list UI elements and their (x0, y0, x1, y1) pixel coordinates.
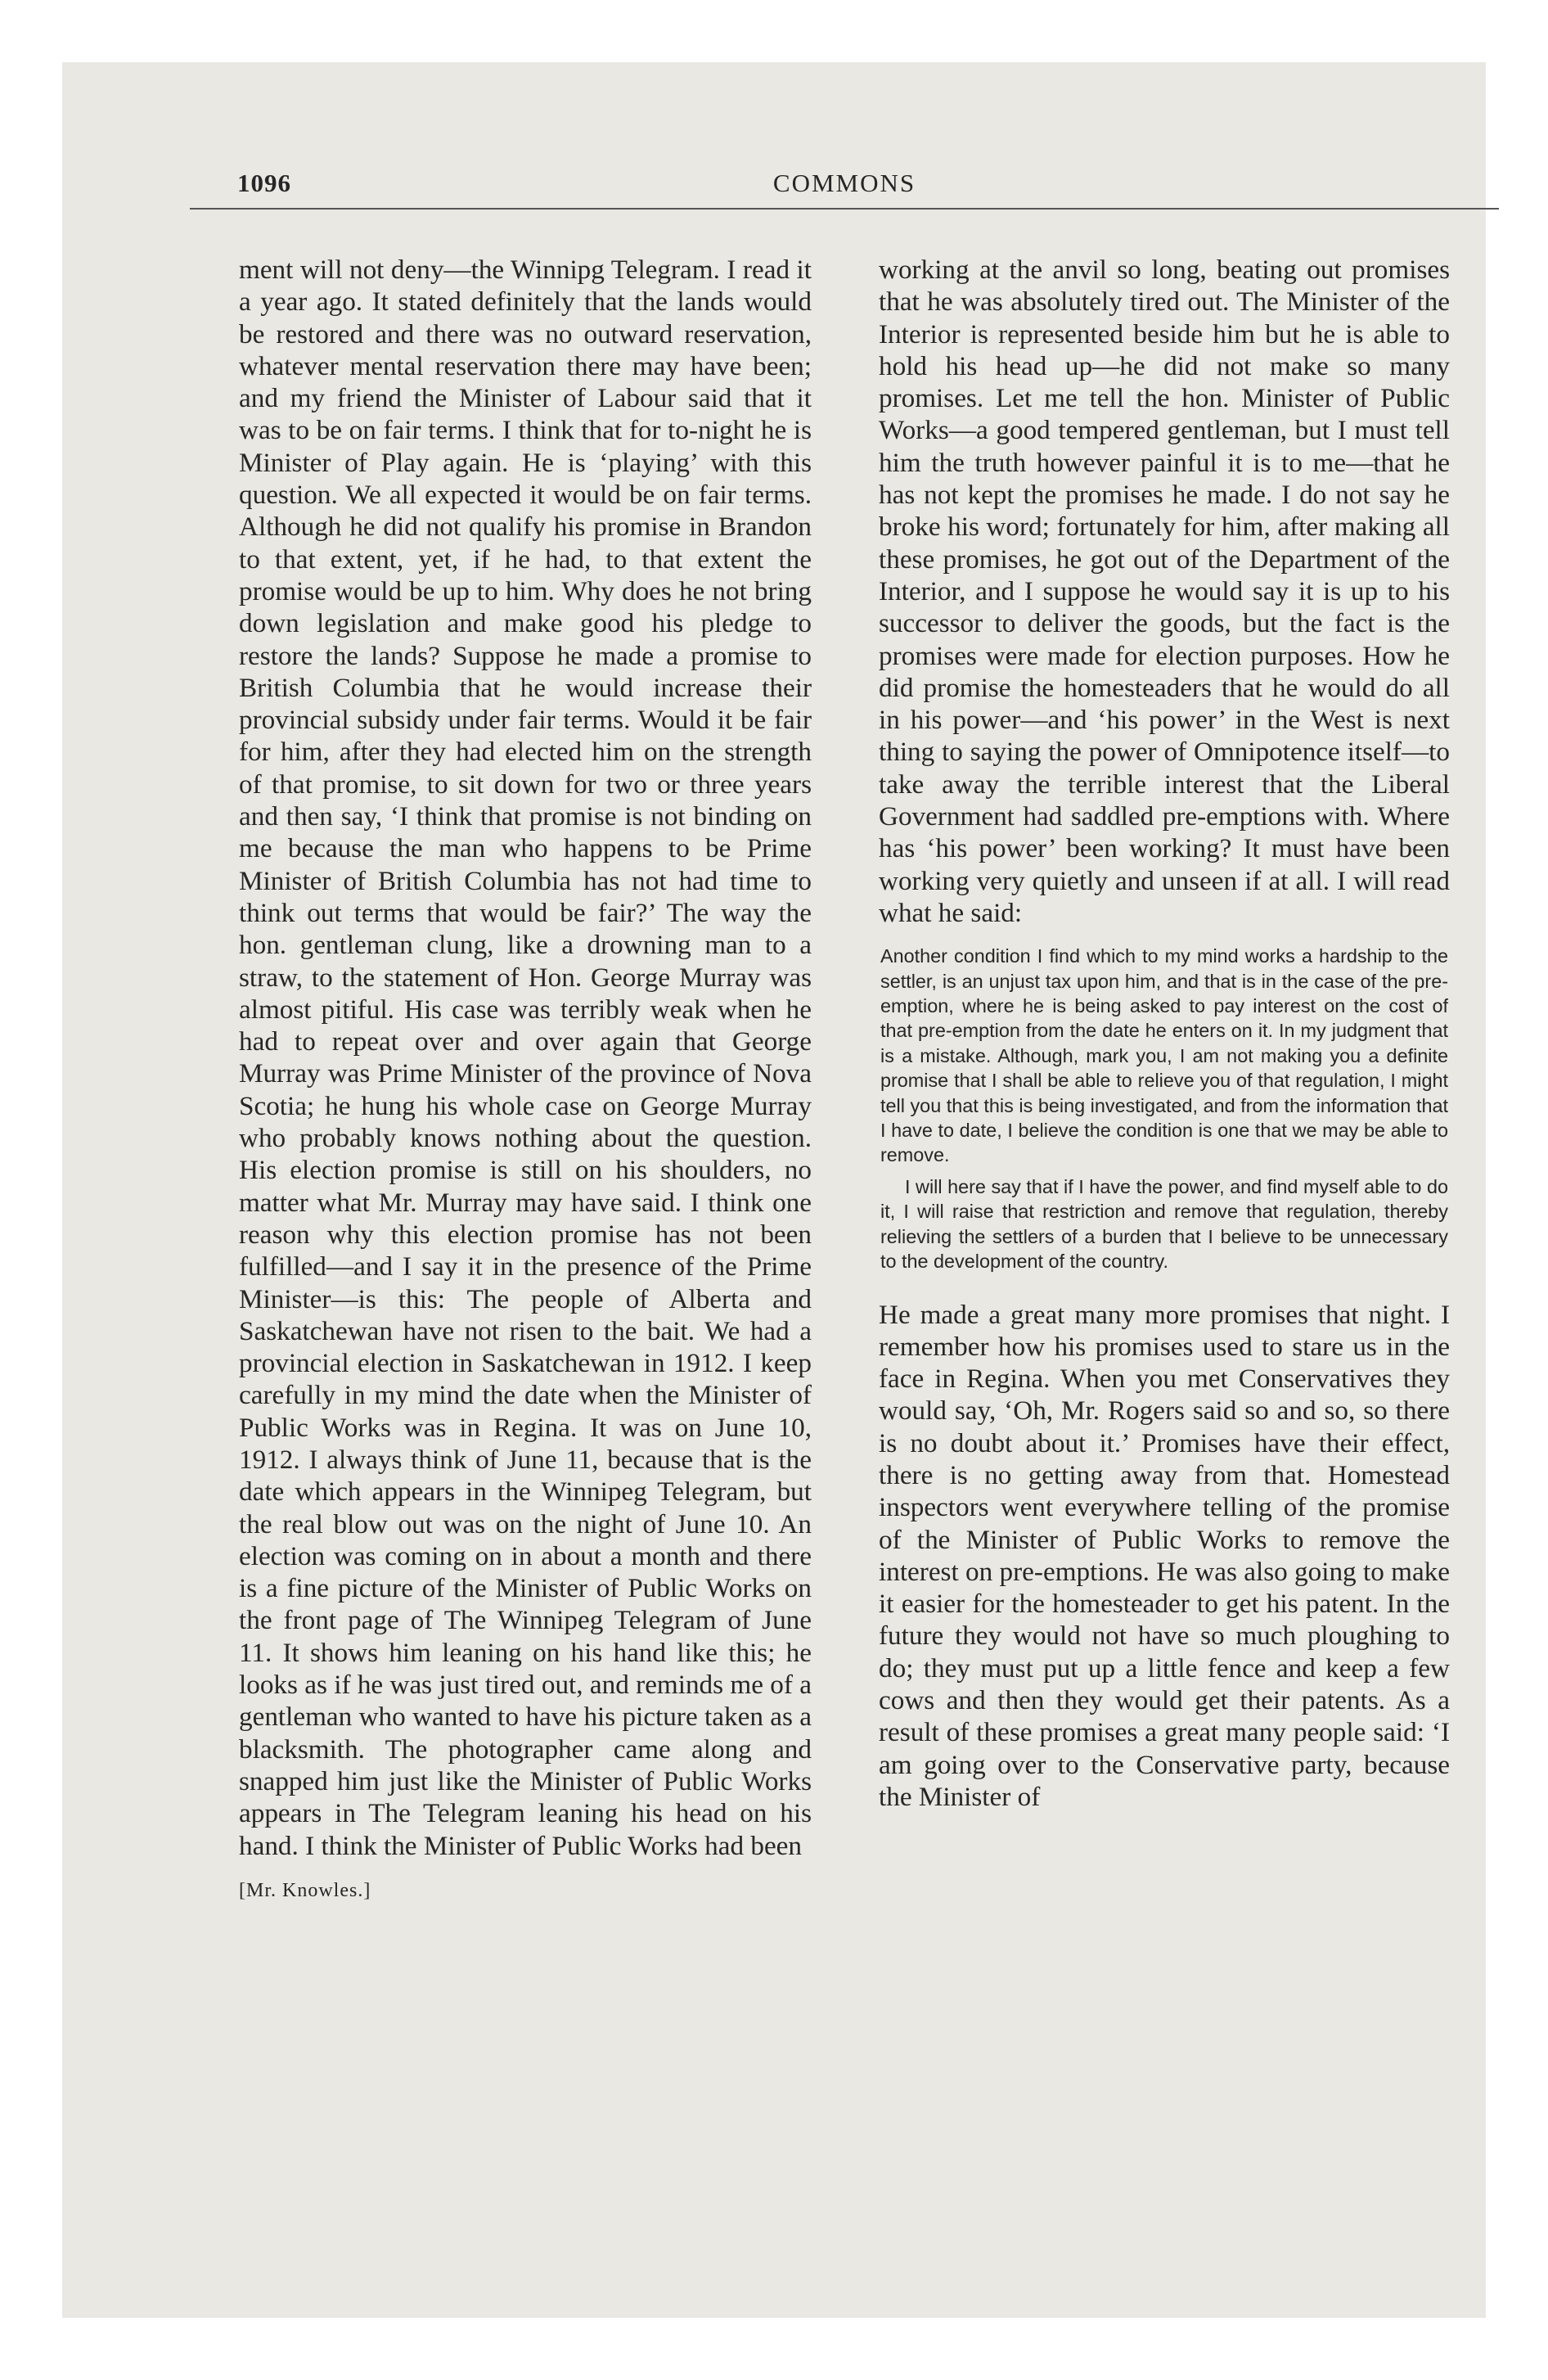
quote-paragraph: Another condition I find which to my mind works a hardship to the settler, is an unjust tax upon him, and that is in the case of the pre-emption, where he is being asked to pay interest on the cost of that pre-emption from the date he enters on it. In my judgment that is a mistake. Although, mark you, I am not making you a definite promise that I shall be able to relieve you of that regulation, I might tell you that this is being investigated, and from the information that I have to date, I believe the condition is one that we may be able to remove. (880, 945, 1448, 1166)
right-column-intro: working at the anvil so long, beating out promises that he was absolutely tired out. The Minister of the Interior is represented beside him but he is able to hold his head up—he did not make so many promises. Let me tell the hon. Minister of Public Works—a good tempered gentleman, but I must tell him the truth however painful it is to me—that he has not kept the promises he made. I do not say he broke his word; fortunately for him, after making all these promises, he got out of the Department of the Interior, and I suppose he would say it is up to his successor to deliver the goods, but the fact is the promises were made for election purposes. How he did promise the homesteaders that he would do all in his power—and ‘his power’ in the West is next thing to saying the power of Omnipotence itself—to take away the terrible interest that the Liberal Government had saddled pre-emptions with. Where has ‘his power’ been working? It must have been working very quietly and unseen if at all. I will read what he said: (879, 255, 1450, 928)
speaker-note: [Mr. Knowles.] (239, 1879, 371, 1901)
right-column (879, 254, 1450, 1813)
hansard-page (190, 162, 1499, 2323)
page-header (190, 162, 1499, 210)
right-column-continuation: He made a great many more promises that night. I remember how his promises used to stare us in the face in Regina. When you met Conservatives they would say, ‘Oh, Mr. Rogers said so and so, so there is no doubt about it.’ Promises have their effect, there is no getting away from that. Homestead inspectors went everywhere telling of the promise of the Minister of Public Works to remove the interest on pre-emptions. He was also going to make it easier for the homesteader to get his patent. In the future they would not have so much ploughing to do; they must put up a little fence and keep a few cows and then they would get their patents. As a result of these promises a great many people said: ‘I am going over to the Conservative party, because the Minister of (879, 1299, 1450, 1812)
running-head: COMMONS (772, 169, 916, 197)
left-column-text: ment will not deny—the Winnipg Telegram. I read it a year ago. It stated definitely that the lands would be restored and there was no outward reservation, whatever mental reservation there may have been; and my friend the Minister of Labour said that it was to be on fair terms. I think that for to-night he is Minister of Play again. He is ‘playing’ with this question. We all expected it would be on fair terms. Although he did not qualify his promise in Brandon to that extent, yet, if he had, to that extent the promise would be up to him. Why does he not bring down legislation and make good his pledge to restore the lands? Suppose he made a promise to British Columbia that he would increase their provincial subsidy under fair terms. Would it be fair for him, after they had elected him on the strength of that promise, to sit down for two or three years and then say, ‘I think that promise is not binding on me because the man who happens to be Prime Minister of British Columbia has not had time to think out terms that would be fair?’ The way the hon. gentleman clung, like a drowning man to a straw, to the statement of Hon. George Murray was almost pitiful. His case was terribly weak when he had to repeat over and over again that George Murray was Prime Minister of the province of Nova Scotia; he hung his whole case on George Murray who probably knows nothing about the question. His election promise is still on his shoulders, no matter what Mr. Murray may have said. I think one reason why this election promise has not been fulfilled—and I say it in the presence of the Prime Minister—is this: The people of Alberta and Saskatchewan have not risen to the bait. We had a provincial election in Saskatchewan in 1912. I keep carefully in my mind the date when the Minister of Public Works was in Regina. It was on June 10, 1912. I always think of June 11, because that is the date which appears in the Winnipeg Telegram, but the real blow out was on the night of June 10. An election was coming on in about a month and there is a fine picture of the Minister of Public Works on the front page of The Winnipeg Telegram of June 11. It shows him leaning on his hand like this; he looks as if he was just tired out, and reminds me of a gentleman who wanted to have his picture taken as a blacksmith. The photographer came along and snapped him just like the Minister of Public Works appears in The Telegram leaning his head on his hand. I think the Minister of Public Works had been (239, 255, 812, 1861)
left-column (239, 254, 812, 1907)
page-number: 1096 (237, 169, 291, 197)
block-quote (880, 944, 1448, 1273)
quote-paragraph: I will here say that if I have the power, and find myself able to do it, I will raise that restriction and remove that regulation, thereby relieving the settlers of a burden that I believe to be unnecessary to the development of the country. (880, 1175, 1448, 1273)
scanned-page (62, 62, 1486, 2318)
